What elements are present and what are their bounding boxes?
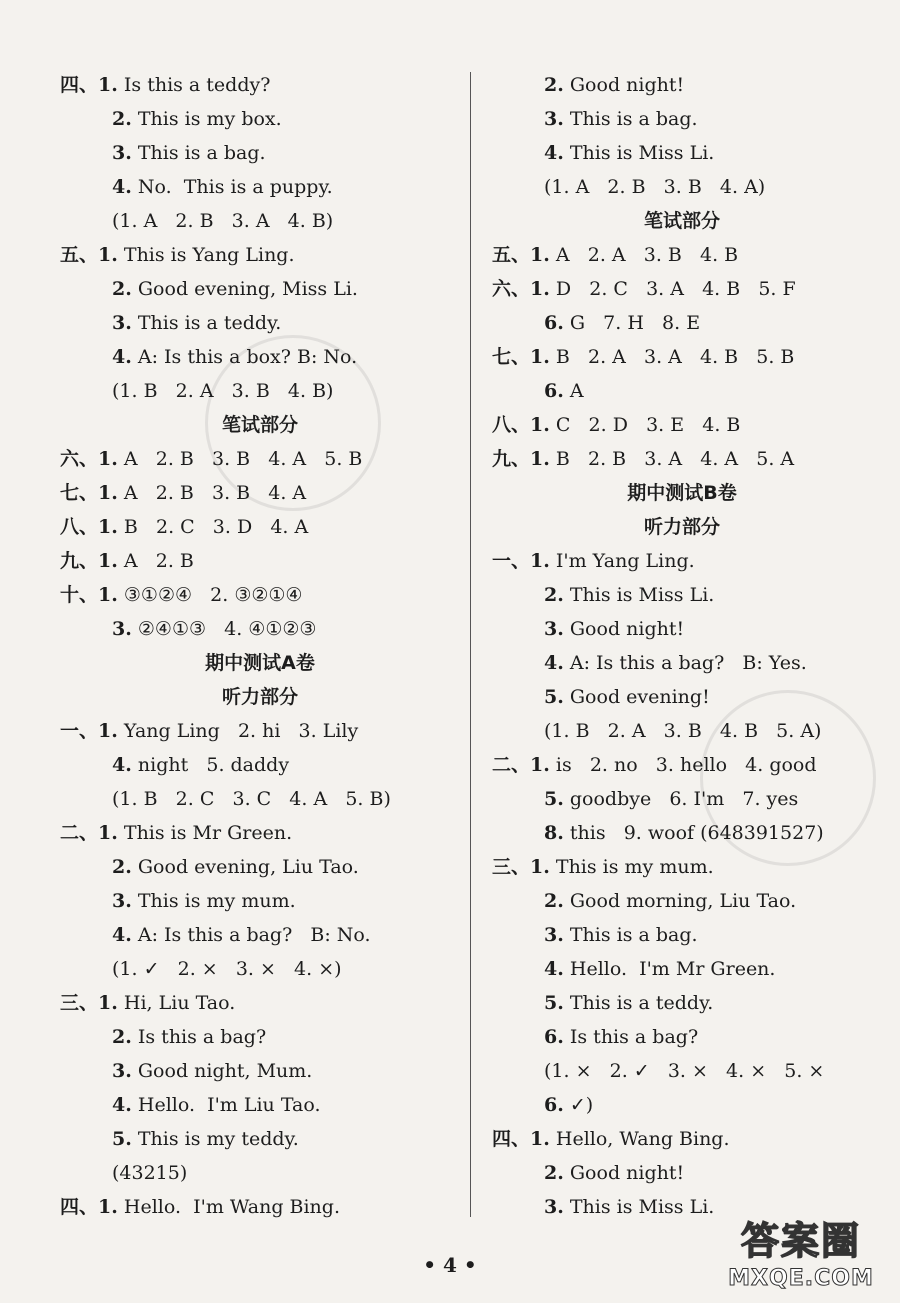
item-number: 1. [530,448,550,470]
answer-text: is 2. no 3. hello 4. good [549,754,817,776]
answer-line [60,70,270,100]
item-number: 2. [112,856,132,878]
answer-line [60,342,357,372]
answer-text: Good night! [563,74,685,96]
answer-line [60,546,194,576]
answer-line [492,818,824,848]
answer-text: This is my box. [131,108,282,130]
item-number: 5. [112,1128,132,1150]
section-marker: 六、 [492,278,531,300]
item-number: 5. [544,992,564,1014]
watermark-url: MXQE.COM [728,1266,874,1291]
section-marker: 三、 [492,856,531,878]
answer-line [60,954,342,984]
item-number: 1. [98,448,118,470]
answer-line [60,104,282,134]
item-number: 6. [544,312,564,334]
item-number: 1. [98,1196,118,1218]
answer-text: Good night, Mum. [131,1060,313,1082]
answer-line [60,512,308,542]
answer-text: ③①②④ 2. ③②①④ [117,584,303,606]
column-divider [470,72,471,1217]
item-number: 4. [112,346,132,368]
answer-line [60,274,358,304]
page-number: • 4 • [423,1253,477,1277]
answer-text: Yang Ling 2. hi 3. Lily [117,720,359,742]
answer-text: (1. B 2. C 3. C 4. A 5. B) [112,788,391,810]
item-number: 1. [530,244,550,266]
answer-text: Good evening, Liu Tao. [131,856,359,878]
answer-line [60,614,316,644]
answer-text: (1. ✓ 2. × 3. × 4. ×) [112,958,342,980]
answer-line [60,1192,340,1222]
answer-line [492,580,714,610]
answer-line [60,852,359,882]
item-number: 5. [544,788,564,810]
answer-text: Good night! [563,618,685,640]
answer-line [60,478,306,508]
answer-line [492,274,796,304]
answer-line [492,70,684,100]
item-number: 1. [98,720,118,742]
answer-text: goodbye 6. I'm 7. yes [563,788,799,810]
answer-text: (1. A 2. B 3. A 4. B) [112,210,334,232]
item-number: 4. [112,754,132,776]
answer-text: night 5. daddy [131,754,290,776]
answer-line [492,784,798,814]
item-number: 1. [98,550,118,572]
item-number: 1. [530,754,550,776]
answer-line [492,1090,593,1120]
answer-text: (1. B 2. A 3. B 4. B) [112,380,334,402]
answer-text: B 2. A 3. A 4. B 5. B [549,346,795,368]
answer-text: This is Miss Li. [563,142,715,164]
item-number: 1. [98,74,118,96]
item-number: 2. [544,890,564,912]
answer-text: G 7. H 8. E [563,312,701,334]
item-number: 2. [112,1026,132,1048]
item-number: 4. [112,176,132,198]
answer-line [492,750,817,780]
answer-line [60,308,281,338]
item-number: 3. [112,890,132,912]
answer-text: This is Yang Ling. [117,244,295,266]
answer-line [492,1056,824,1086]
answer-text: This is a bag. [131,142,266,164]
section-marker: 一、 [492,550,531,572]
answer-text: This is my teddy. [131,1128,299,1150]
item-number: 3. [112,142,132,164]
section-heading: 笔试部分 [643,210,720,232]
answer-text: A: Is this a box? B: No. [131,346,358,368]
answer-text: (43215) [112,1162,188,1184]
section-marker: 四、 [60,1196,99,1218]
answer-line [492,1124,730,1154]
section-heading: 笔试部分 [221,414,298,436]
answer-text: Good morning, Liu Tao. [563,890,797,912]
answer-text: A 2. B [117,550,194,572]
item-number: 1. [98,244,118,266]
section-heading: 听力部分 [643,516,720,538]
item-number: 1. [530,1128,550,1150]
section-marker: 二、 [60,822,99,844]
item-number: 4. [112,924,132,946]
section-marker: 九、 [60,550,99,572]
item-number: 2. [544,584,564,606]
answer-line [492,410,740,440]
answer-text: A 2. A 3. B 4. B [549,244,739,266]
answer-line [492,1022,698,1052]
answer-line [60,172,333,202]
item-number: 2. [112,108,132,130]
answer-text: A 2. B 3. B 4. A 5. B [117,448,363,470]
answer-line [60,580,302,610]
watermark-title: 答案圈 [740,1219,861,1263]
section-marker: 四、 [60,74,99,96]
section-marker: 五、 [492,244,531,266]
answer-text: This is a bag. [563,108,698,130]
answer-line [492,648,807,678]
section-marker: 七、 [492,346,531,368]
answer-text: No. This is a puppy. [131,176,333,198]
item-number: 4. [544,142,564,164]
item-number: 3. [112,312,132,334]
section-marker: 九、 [492,448,531,470]
answer-line [492,138,714,168]
section-marker: 八、 [492,414,531,436]
answer-text: This is Miss Li. [563,1196,715,1218]
answer-text: Good evening, Miss Li. [131,278,358,300]
answer-line [60,716,358,746]
item-number: 5. [544,686,564,708]
item-number: 3. [544,108,564,130]
answer-line [492,546,695,576]
answer-text: (1. × 2. ✓ 3. × 4. × 5. × [544,1060,825,1082]
answer-line [60,1124,299,1154]
watermark-logo [716,1208,886,1298]
answer-text: Is this a bag? [563,1026,699,1048]
answer-line [60,376,333,406]
section-marker: 一、 [60,720,99,742]
answer-line [492,342,794,372]
answer-text: this 9. woof (648391527) [563,822,824,844]
answer-line [60,818,292,848]
answer-text: This is my mum. [131,890,296,912]
answer-text: Good night! [563,1162,685,1184]
answer-text: Hello. I'm Liu Tao. [131,1094,321,1116]
answer-text: A [563,380,584,402]
section-heading: 听力部分 [221,686,298,708]
answer-line [492,376,584,406]
item-number: 1. [98,482,118,504]
answer-line [60,750,289,780]
answer-line [60,886,296,916]
item-number: 1. [98,992,118,1014]
answer-line [492,988,713,1018]
answer-line [60,206,333,236]
section-marker: 八、 [60,516,99,538]
answer-text: B 2. B 3. A 4. A 5. A [549,448,795,470]
item-number: 6. [544,380,564,402]
item-number: 1. [530,278,550,300]
answer-line [492,444,794,474]
answer-line [492,682,710,712]
answer-line [60,1056,312,1086]
item-number: 3. [112,1060,132,1082]
item-number: 4. [112,1094,132,1116]
answer-line [60,920,371,950]
answer-text: A 2. B 3. B 4. A [117,482,307,504]
answer-line [492,1158,684,1188]
item-number: 1. [98,584,118,606]
item-number: 3. [544,924,564,946]
answer-text: Hello. I'm Mr Green. [563,958,776,980]
answer-line [492,716,821,746]
section-heading: 期中测试A卷 [205,652,315,674]
answer-text: ②④①③ 4. ④①②③ [131,618,317,640]
answer-text: Good evening! [563,686,710,708]
answer-line [60,444,362,474]
answer-text: ✓) [563,1094,594,1116]
answer-line [492,172,765,202]
answer-line [60,138,266,168]
item-number: 1. [530,346,550,368]
answer-text: Hello, Wang Bing. [549,1128,730,1150]
item-number: 4. [544,958,564,980]
answer-text: This is my mum. [549,856,714,878]
item-number: 1. [98,822,118,844]
answer-text: This is a teddy. [563,992,714,1014]
answer-text: This is a bag. [563,924,698,946]
answer-line [492,954,775,984]
answer-line [492,308,700,338]
answer-text: A: Is this a bag? B: No. [131,924,371,946]
answer-text: B 2. C 3. D 4. A [117,516,309,538]
answer-text: This is Miss Li. [563,584,715,606]
section-marker: 四、 [492,1128,531,1150]
answer-text: C 2. D 3. E 4. B [549,414,741,436]
item-number: 4. [544,652,564,674]
answer-text: This is Mr Green. [117,822,293,844]
answer-line [492,1192,714,1222]
answer-text: (1. B 2. A 3. B 4. B 5. A) [544,720,822,742]
answer-text: (1. A 2. B 3. B 4. A) [544,176,766,198]
item-number: 3. [544,618,564,640]
item-number: 2. [544,1162,564,1184]
section-heading: 期中测试B卷 [627,482,737,504]
item-number: 3. [544,1196,564,1218]
answer-text: Is this a bag? [131,1026,267,1048]
answer-text: This is a teddy. [131,312,282,334]
answer-line [60,240,295,270]
section-marker: 三、 [60,992,99,1014]
answer-line [60,1022,266,1052]
item-number: 8. [544,822,564,844]
section-marker: 二、 [492,754,531,776]
answer-text: Hello. I'm Wang Bing. [117,1196,340,1218]
section-marker: 十、 [60,584,99,606]
item-number: 1. [530,550,550,572]
answer-line [60,1090,321,1120]
answer-line [492,104,698,134]
item-number: 1. [98,516,118,538]
answer-line [60,1158,187,1188]
item-number: 2. [544,74,564,96]
answer-text: A: Is this a bag? B: Yes. [563,652,807,674]
section-marker: 五、 [60,244,99,266]
item-number: 6. [544,1094,564,1116]
section-marker: 六、 [60,448,99,470]
item-number: 1. [530,414,550,436]
answer-line [492,852,714,882]
answer-line [60,784,391,814]
item-number: 2. [112,278,132,300]
answer-text: Is this a teddy? [117,74,271,96]
answer-line [492,614,684,644]
item-number: 6. [544,1026,564,1048]
answer-text: Hi, Liu Tao. [117,992,236,1014]
item-number: 1. [530,856,550,878]
answer-line [60,988,235,1018]
answer-text: D 2. C 3. A 4. B 5. F [549,278,796,300]
item-number: 3. [112,618,132,640]
answer-line [492,886,796,916]
answer-line [492,920,698,950]
answer-line [492,240,738,270]
answer-text: I'm Yang Ling. [549,550,695,572]
section-marker: 七、 [60,482,99,504]
